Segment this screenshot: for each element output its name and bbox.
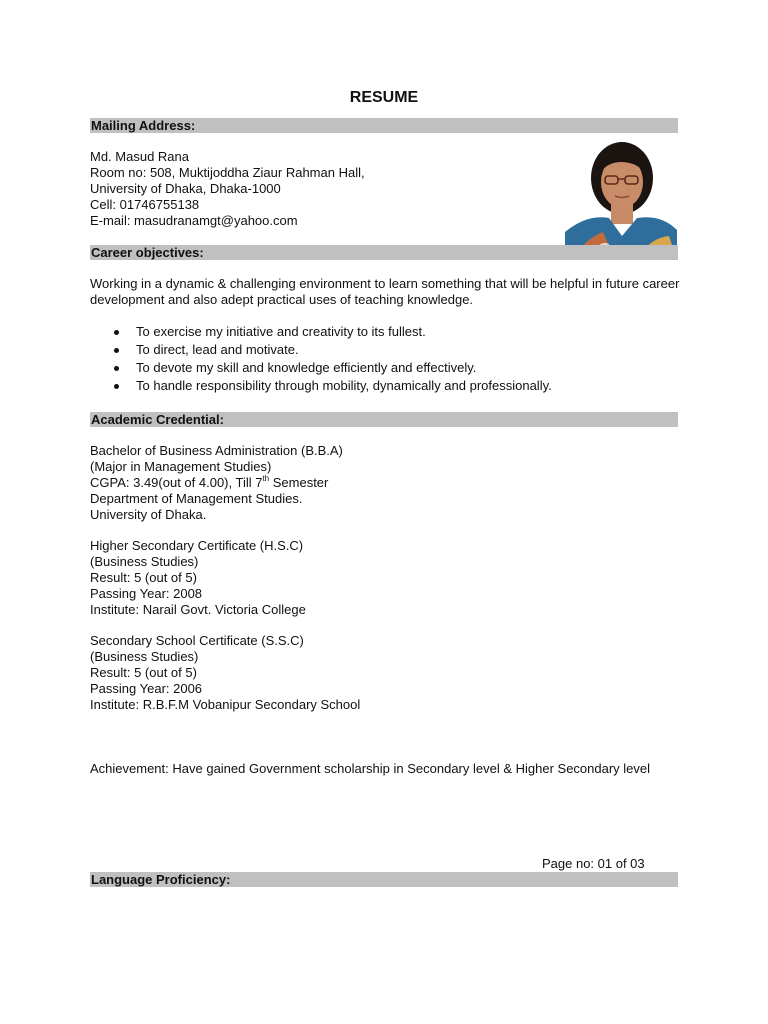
hsc-title: Higher Secondary Certificate (H.S.C) (90, 538, 304, 553)
ssc-credential (90, 633, 360, 713)
ssc-title: Secondary School Certificate (S.S.C) (90, 633, 304, 648)
bullet-icon (114, 384, 119, 389)
address-line-university: University of Dhaka, Dhaka-1000 (90, 181, 281, 196)
section-header-mailing-address: Mailing Address: (90, 118, 678, 133)
hsc-passing-year: Passing Year: 2008 (90, 586, 203, 601)
degree-university: University of Dhaka. (90, 507, 207, 522)
ssc-group: (Business Studies) (90, 649, 199, 664)
applicant-name: Md. Masud Rana (90, 149, 189, 164)
hsc-result: Result: 5 (out of 5) (90, 570, 197, 585)
section-header-academic-credential: Academic Credential: (90, 412, 678, 427)
resume-title: RESUME (349, 89, 419, 106)
cell-number: Cell: 01746755138 (90, 197, 200, 212)
ssc-institute: Institute: R.B.F.M Vobanipur Secondary School (90, 697, 361, 712)
email-address: E-mail: masudranamgt@yahoo.com (90, 213, 298, 228)
ssc-passing-year: Passing Year: 2006 (90, 681, 203, 696)
page-number: Page no: 01 of 03 (542, 856, 645, 871)
portrait-image (565, 140, 677, 260)
section-header-career-objectives: Career objectives: (90, 245, 678, 260)
degree-major: (Major in Management Studies) (90, 459, 272, 474)
career-objectives-list (90, 323, 552, 395)
bullet-icon (114, 330, 119, 335)
list-item: To direct, lead and motivate. (90, 341, 552, 359)
list-item: To handle responsibility through mobility, dynamically and professionally. (90, 377, 552, 395)
hsc-group: (Business Studies) (90, 554, 199, 569)
hsc-institute: Institute: Narail Govt. Victoria College (90, 602, 306, 617)
degree-title: Bachelor of Business Administration (B.B.A) (90, 443, 343, 458)
bullet-icon (114, 348, 119, 353)
list-item: To devote my skill and knowledge efficiently and effectively. (90, 359, 552, 377)
degree-cgpa: CGPA: 3.49(out of 4.00), Till 7th Semester (90, 474, 329, 490)
applicant-photo (565, 140, 677, 260)
section-header-language-proficiency: Language Proficiency: (90, 872, 678, 887)
address-line-room: Room no: 508, Muktijoddha Ziaur Rahman Hall, (90, 165, 365, 180)
career-objective-paragraph: Working in a dynamic & challenging environment to learn something that will be helpful in future career development and also adept practical uses of teaching knowledge. (90, 276, 680, 307)
list-item: To exercise my initiative and creativity to its fullest. (90, 323, 552, 341)
achievement-text: Achievement: Have gained Government scholarship in Secondary level & Higher Secondary level (90, 761, 651, 776)
hsc-credential (90, 538, 306, 618)
bullet-icon (114, 366, 119, 371)
degree-department: Department of Management Studies. (90, 491, 303, 506)
bba-credential (90, 443, 343, 523)
mailing-address-block (90, 149, 365, 229)
ssc-result: Result: 5 (out of 5) (90, 665, 197, 680)
